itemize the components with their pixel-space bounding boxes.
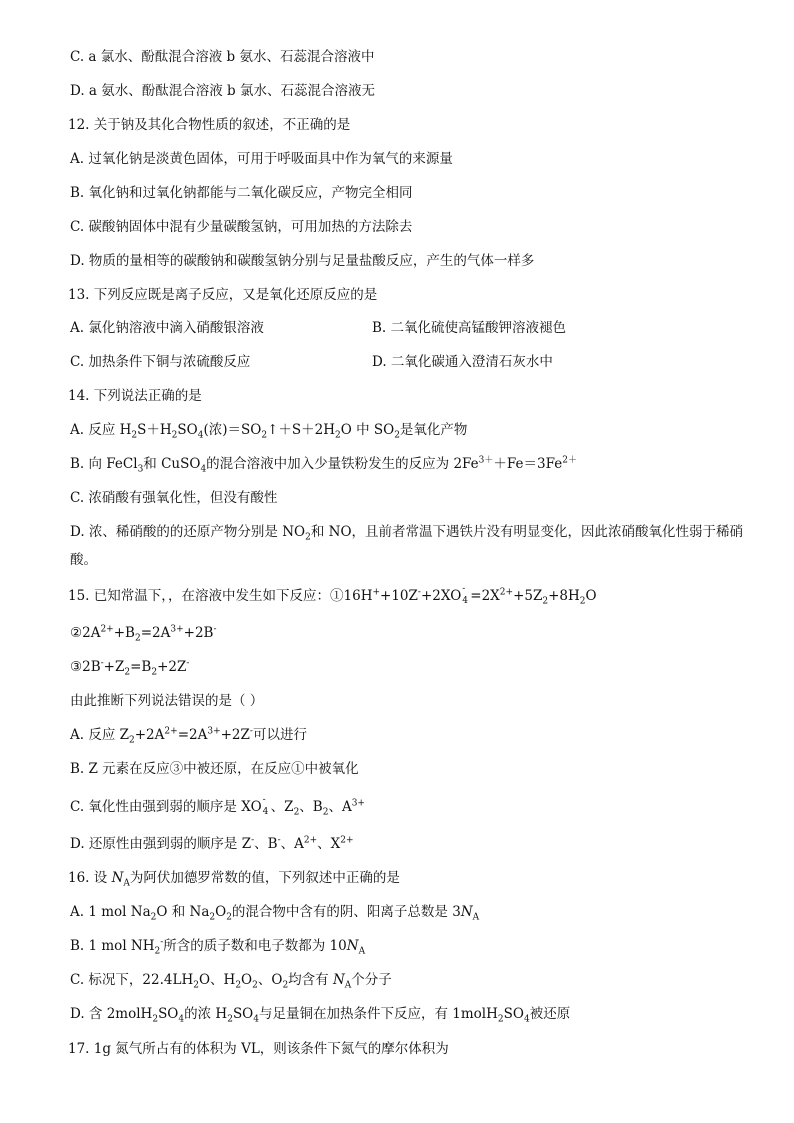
q15-option-b: B. Z 元素在反应③中被还原，在反应①中被氧化 [70,761,359,777]
q12-option-d: D. 物质的量相等的碳酸钠和碳酸氢钠分别与足量盐酸反应，产生的气体一样多 [70,253,535,269]
q13-option-a: A. 氯化钠溶液中滴入硝酸银溶液 [70,320,264,336]
q16-stem: 16. 设 $N_A$为阿伏加德罗常数的值，下列叙述中正确的是 [68,870,400,889]
q17-stem: 17. 1g 氮气所占有的体积为 VL，则该条件下氮气的摩尔体积为 [68,1041,449,1057]
q16-option-c: C. 标况下，$22.4LH_2O$、$H_2O_2$、$O_2$均含有 $N_A$个分子 [70,972,392,991]
q15-option-a: A. 反应 $Z_2+2A^{2+}=2A^{3+}+2Z^-$可以进行 [70,726,307,746]
q12-option-c: C. 碳酸钠固体中混有少量碳酸氢钠，可用加热的方法除去 [70,219,413,235]
q12-option-b: B. 氧化钠和过氧化钠都能与二氧化碳反应，产物完全相同 [70,185,413,201]
q13-option-c: C. 加热条件下铜与浓硫酸反应 [70,354,251,370]
xo4-charge-stack: - 4 [262,794,269,817]
q13-option-d: D. 二氧化碳通入澄清石灰水中 [372,354,553,370]
q13-option-b: B. 二氧化硫使高锰酸钾溶液褪色 [372,320,567,336]
q15-question: 由此推断下列说法错误的是（ ） [70,693,264,709]
q14-option-c: C. 浓硝酸有强氧化性，但没有酸性 [70,490,278,506]
q16-option-a: A. 1 mol $Na_2O$ 和 $Na_2O_2$的混合物中含有的阴、阳离子总数是 $3N_A$ [70,904,480,923]
q15-stem: 15. 已知常温下，，在溶液中发生如下反应：①16H++10Z-+2XO - 4 $=2X^{2+}+5Z_2+8H_2O$ [68,583,597,607]
q15-reaction-3: $③2B^-+Z_2=B_2+2Z^-$ [70,658,190,678]
q14-option-b: B. 向 FeCl$_3$和 CuSO$_4$的混合溶液中加入少量铁粉发生的反应为 $2Fe^{3+}+Fe=3Fe^{2+}$ [70,455,577,475]
q15-option-c: C. 氧化性由强到弱的顺序是 XO - 4 、$Z_2$、$B_2$、$A^{3+}$ [70,794,365,818]
q15-option-d: D. 还原性由强到弱的顺序是 Z-、B-、$A^{2+}$、$X^{2+}$ [70,835,354,852]
q14-option-a: A. 反应 $H_2S+H_2SO_4$(浓)$=SO_2↑+S+2H_2O$ 中 $SO_2$是氧化产物 [70,422,468,441]
q11-option-c: C. a 氯水、酚酞混合溶液 b 氨水、石蕊混合溶液中 [70,49,375,65]
xo4-charge-stack: - 4 [462,583,469,606]
q13-stem: 13. 下列反应既是离子反应，又是氧化还原反应的是 [68,287,378,303]
q12-option-a: A. 过氧化钠是淡黄色固体，可用于呼吸面具中作为氧气的来源量 [70,151,453,167]
q11-option-d: D. a 氨水、酚酞混合溶液 b 氯水、石蕊混合溶液无 [70,83,375,99]
q14-stem: 14. 下列说法正确的是 [68,388,202,404]
q14-option-d: D. 浓、稀硝酸的的还原产物分别是 $NO_2$和 NO，且前者常温下遇铁片没有明显变化，因此浓硝酸氧化性弱于稀硝酸。 [70,524,744,568]
q16-option-b: B. 1 mol $NH_2^-$所含的质子数和电子数都为 $10N_A$ [70,937,366,957]
q12-stem: 12. 关于钠及其化合物性质的叙述，不正确的是 [68,117,351,133]
q15-reaction-2: $②2A^{2+}+B_2=2A^{3+}+2B^-$ [70,624,217,644]
q16-option-d: D. 含 $2molH_2SO_4$的浓 $H_2SO_4$与足量铜在加热条件下反应，有 $1molH_2SO_4$被还原 [70,1006,571,1025]
